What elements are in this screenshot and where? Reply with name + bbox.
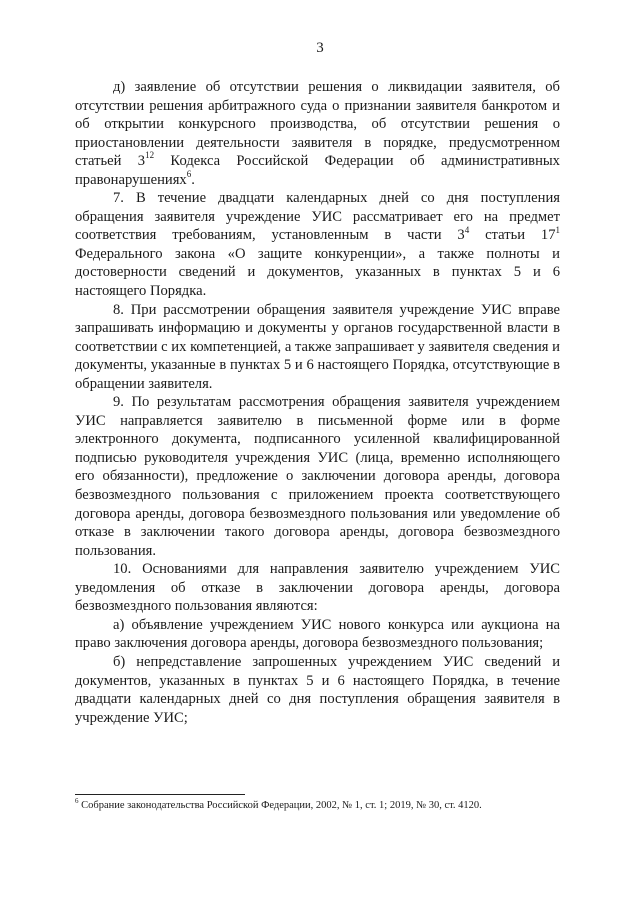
superscript-12: 12 <box>145 150 155 161</box>
footnote <box>75 796 560 812</box>
superscript-1: 1 <box>555 224 560 235</box>
footnote-divider <box>75 794 245 795</box>
paragraph-7-text-cont: статьи 17 <box>469 227 556 244</box>
paragraph-10: 10. Основаниями для направления заявителю учреждением УИС уведомления об отказе в заключении договора аренды, договора безвозмездного пользования являются: <box>75 561 560 615</box>
superscript-4: 4 <box>464 224 470 235</box>
footnote-mark: 6 <box>75 796 79 805</box>
footnote-text: Собрание законодательства Российской Федерации, 2002, № 1, ст. 1; 2019, № 30, ст. 4120. <box>78 800 482 811</box>
paragraph-d-end: . <box>191 171 195 188</box>
paragraph-d <box>75 78 560 189</box>
paragraph-d-text-cont: Кодекса Российской Федерации об административных правонарушениях <box>75 153 560 188</box>
paragraph-8: 8. При рассмотрении обращения заявителя учреждение УИС вправе запрашивать информацию и документы у органов государственной власти в соответствии с их компетенцией, а также запрашивает у заявителя сведения и документы, указанные в пунктах 5 и 6 настоящего Порядка, отсутствующие в обращении заявителя. <box>75 301 560 392</box>
paragraph-7-text: 7. В течение двадцати календарных дней со дня поступления обращения заявителя учреждение УИС рассматривает его на предмет соответствия требованиям, установленным в части 3 <box>75 190 560 244</box>
footnote-ref-6: 6 <box>186 168 192 179</box>
document-body <box>75 78 560 727</box>
paragraph-7-text-end: Федерального закона «О защите конкуренции», а также полноты и достоверности сведений и документов, указанных в пунктах 5 и 6 настоящего Порядка. <box>75 245 560 300</box>
paragraph-9: 9. По результатам рассмотрения обращения заявителя учреждением УИС направляется заявителю в письменной форме или в форме электронного документа, подписанного усиленной квалифицированной подписью руководителя учреждения УИС (лица, временно исполняющего его обязанности), предложение о заключении договора аренды, договора безвозмездного пользования с приложением проекта соответствующего договора аренды, договора безвозмездного пользования или уведомление об отказе в заключении такого договора аренды, договора безвозмездного пользования. <box>75 394 560 559</box>
paragraph-7 <box>75 189 560 300</box>
page-number: 3 <box>316 40 324 56</box>
paragraph-b: б) непредставление запрошенных учреждением УИС сведений и документов, указанных в пунктах 5 и 6 настоящего Порядка, в течение двадцати календарных дней со дня поступления обращения заявителя в учреждение УИС; <box>75 653 560 726</box>
paragraph-d-text: д) заявление об отсутствии решения о ликвидации заявителя, об отсутствии решения арбитражного суда о признании заявителя банкротом и об открытии конкурсного производства, об отсутствии решения о приостановлении деятельности заявителя в порядке, предусмотренном статьей 3 <box>75 79 560 170</box>
paragraph-a: а) объявление учреждением УИС нового конкурса или аукциона на право заключения договора аренды, договора безвозмездного пользования; <box>75 616 560 652</box>
